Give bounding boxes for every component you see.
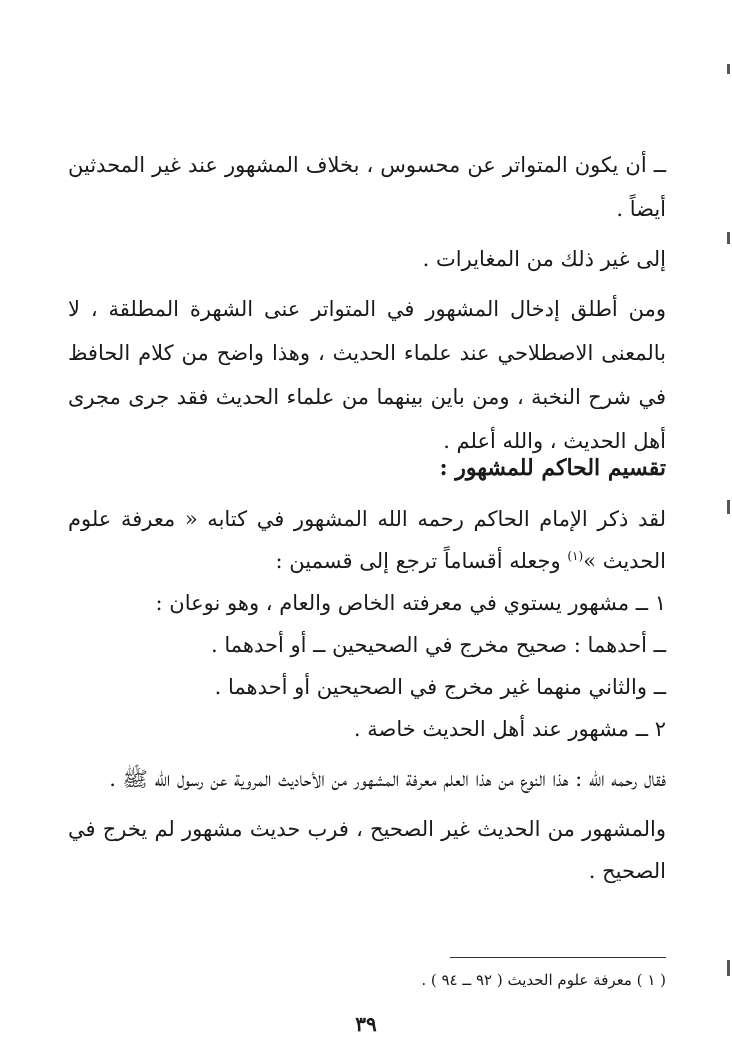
list-item: ٢ ــ مشهور عند أهل الحديث خاصة . — [353, 717, 666, 741]
paragraph-2: إلى غير ذلك من المغايرات . — [422, 247, 666, 271]
body-text-section — [68, 498, 666, 892]
section-intro-text: لقد ذكر الإمام الحاكم رحمه الله المشهور في كتابه « معرفة علوم الحديث » — [68, 507, 666, 573]
scan-edge-mark — [727, 232, 730, 244]
list-item: ١ ــ مشهور يستوي في معرفته الخاص والعام ، وهو نوعان : — [155, 591, 666, 615]
body-text-top — [68, 143, 666, 463]
scan-edge-mark — [727, 960, 730, 976]
section-intro-text-end: وجعله أقساماً ترجع إلى قسمين : — [275, 549, 568, 573]
footnote-reference: (١) — [567, 549, 584, 563]
scan-edge-mark — [727, 500, 730, 514]
section-heading: تقسيم الحاكم للمشهور : — [439, 455, 666, 481]
quote-paragraph-2: والمشهور من الحديث غير الصحيح ، فرب حديث مشهور لم يخرج في الصحيح . — [68, 817, 666, 883]
paragraph-1: ــ أن يكون المتواتر عن محسوس ، بخلاف المشهور عند غير المحدثين أيضاً . — [68, 153, 666, 221]
list-item: ــ والثاني منهما غير مخرج في الصحيحين أو أحدهما . — [214, 675, 666, 699]
scan-edge-mark — [727, 64, 730, 74]
footnote: ( ١ ) معرفة علوم الحديث ( ٩٢ ــ ٩٤ ) . — [421, 971, 666, 989]
footnote-divider — [450, 957, 666, 958]
page-number: ٣٩ — [355, 1012, 377, 1036]
paragraph-3: ومن أطلق إدخال المشهور في المتواتر عنى الشهرة المطلقة ، لا بالمعنى الاصطلاحي عند علماء الحديث ، وهذا واضح من كلام الحافظ في شرح النخبة ، ومن باين بينهما من علماء الحديث فقد جرى مجرى أهل الحديث ، والله أعلم . — [68, 297, 666, 453]
list-item: ــ أحدهما : صحيح مخرج في الصحيحين ــ أو أحدهما . — [211, 633, 666, 657]
section-intro — [68, 498, 666, 582]
quote-paragraph-1: فقال رحمه الله : هذا النوع من هذا العلم معرفة المشهور من الأحاديث المروية عن رسول الله ﷺ . — [109, 767, 666, 791]
